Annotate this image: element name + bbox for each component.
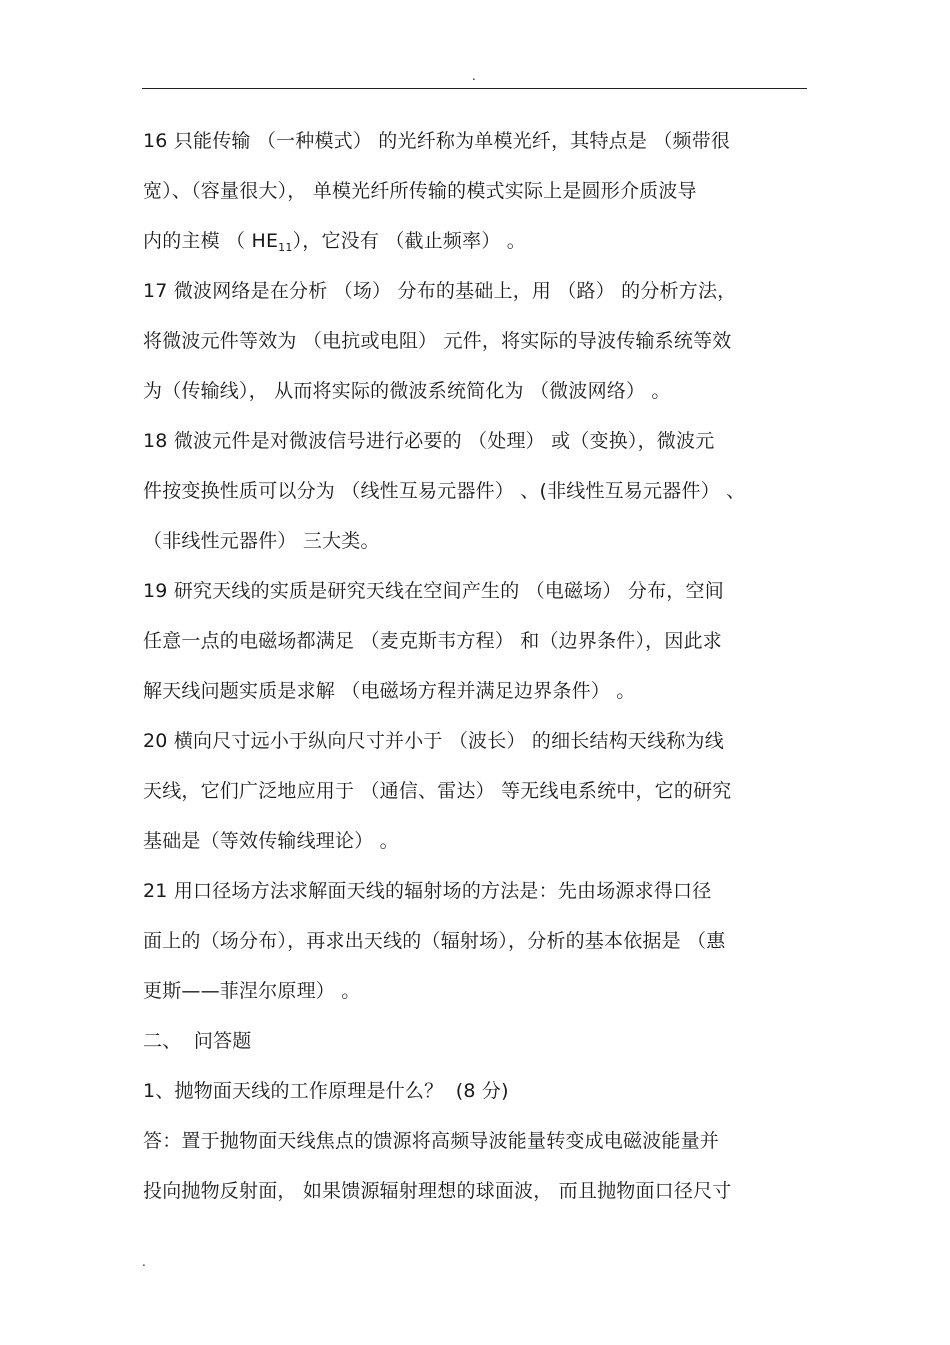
text-line-4: 17 微波网络是在分析 （场） 分布的基础上，用 （路） 的分析方法，: [143, 280, 737, 302]
section-heading: 二、 问答题: [143, 1030, 252, 1052]
text-line-8: 件按变换性质可以分为 （线性互易元器件） 、(非线性互易元器件） 、: [143, 480, 746, 502]
text-line-6: 为（传输线）， 从而将实际的微波系统简化为 （微波网络） 。: [143, 380, 671, 402]
header-mark: .: [472, 69, 476, 83]
text-line-13: 20 横向尺寸远小于纵向尺寸并小于 （波长） 的细长结构天线称为线: [143, 730, 724, 752]
text-line-3-pre: 内的主模 （ HE: [143, 230, 279, 252]
text-line-2: 宽）、（容量很大）， 单模光纤所传输的模式实际上是圆形介质波导: [143, 180, 697, 202]
mode-subscript: 11: [278, 241, 293, 254]
text-line-1: 16 只能传输 （一种模式） 的光纤称为单模光纤，其特点是 （频带很: [143, 130, 731, 152]
question-line: 1、抛物面天线的工作原理是什么？ (8 分): [143, 1080, 509, 1102]
text-line-15: 基础是（等效传输线理论） 。: [143, 830, 399, 852]
text-line-18: 更斯——菲涅尔原理） 。: [143, 980, 361, 1002]
text-line-14: 天线，它们广泛地应用于 （通信、雷达） 等无线电系统中，它的研究: [143, 780, 732, 802]
text-line-5: 将微波元件等效为 （电抗或电阻） 元件，将实际的导波传输系统等效: [143, 330, 732, 352]
text-line-10: 19 研究天线的实质是研究天线在空间产生的 （电磁场） 分布，空间: [143, 580, 724, 602]
answer-line-1: 答：置于抛物面天线焦点的馈源将高频导波能量转变成电磁波能量并: [143, 1130, 720, 1152]
answer-line-2: 投向抛物反射面， 如果馈源辐射理想的球面波， 而且抛物面口径尺寸: [143, 1180, 732, 1202]
text-line-7: 18 微波元件是对微波信号进行必要的 （处理） 或（变换），微波元: [143, 430, 715, 452]
footer-mark: .: [142, 1255, 146, 1269]
text-line-16: 21 用口径场方法求解面天线的辐射场的方法是：先由场源求得口径: [143, 880, 712, 902]
text-line-12: 解天线问题实质是求解 （电磁场方程并满足边界条件） 。: [143, 680, 636, 702]
header-rule: [142, 88, 807, 89]
text-line-11: 任意一点的电磁场都满足 （麦克斯韦方程） 和（边界条件），因此求: [143, 630, 722, 652]
text-line-3-post: ），它没有 （截止频率） 。: [292, 230, 526, 252]
text-line-3: [143, 229, 526, 260]
text-line-9: （非线性元器件） 三大类。: [143, 530, 380, 552]
text-line-17: 面上的（场分布），再求出天线的（辐射场），分析的基本依据是 （惠: [143, 930, 726, 952]
